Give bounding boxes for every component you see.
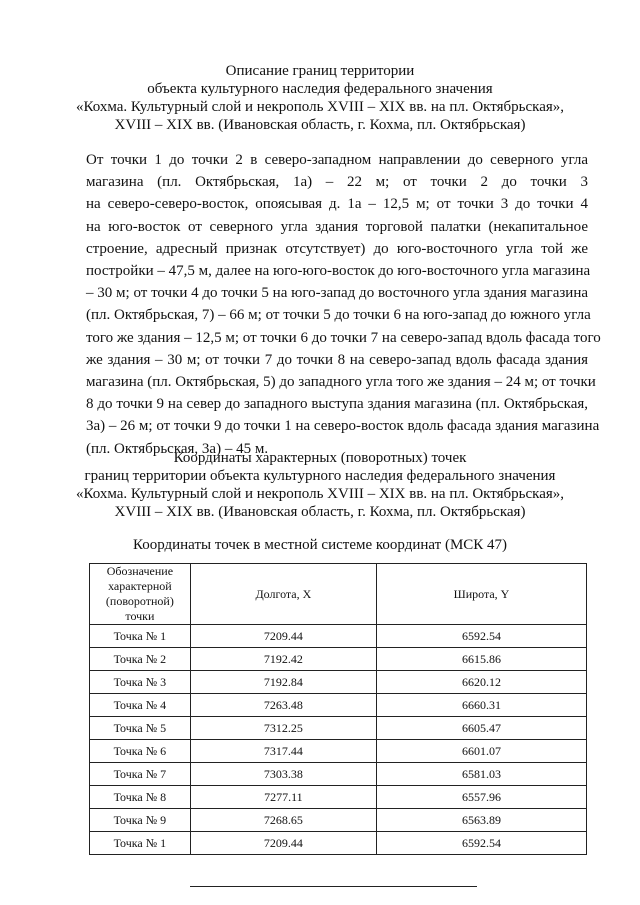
description-line: 8 до точки 9 на север до западного выступа здания магазина (пл. Октябрьская, — [86, 396, 588, 413]
table-row — [90, 648, 587, 671]
description-line: – 30 м; от точки 4 до точки 5 на юго-запад до восточного угла здания магазина — [86, 285, 588, 302]
cell-x: 7268.65 — [190, 809, 376, 832]
header-point-line: характерной — [108, 579, 172, 593]
cell-point: Точка № 4 — [90, 694, 191, 717]
cell-x: 7303.38 — [190, 763, 376, 786]
cell-point: Точка № 8 — [90, 786, 191, 809]
description-line: на северо-северо-восток, опоясывая д. 1а – 12,5 м; от точки 3 до точки 4 — [86, 196, 588, 213]
header-x: Долгота, X — [190, 564, 376, 625]
description-line: 3а) – 26 м; от точки 9 до точки 1 на северо-восток вдоль фасада здания магазина — [86, 418, 600, 435]
cell-x: 7192.42 — [190, 648, 376, 671]
coordinates-heading — [60, 449, 580, 521]
cell-point: Точка № 2 — [90, 648, 191, 671]
cell-point: Точка № 9 — [90, 809, 191, 832]
table-row — [90, 717, 587, 740]
table-row — [90, 809, 587, 832]
heading-line: Координаты характерных (поворотных) точек — [173, 450, 467, 466]
table-row — [90, 694, 587, 717]
document-title — [60, 62, 580, 134]
cell-x: 7317.44 — [190, 740, 376, 763]
heading-line: границ территории объекта культурного наследия федерального значения — [84, 468, 556, 484]
title-line: объекта культурного наследия федерального значения — [147, 81, 493, 97]
cell-y: 6660.31 — [376, 694, 586, 717]
cell-point: Точка № 5 — [90, 717, 191, 740]
table-row — [90, 786, 587, 809]
table-title: Координаты точек в местной системе координат (МСК 47) — [132, 537, 508, 553]
cell-y: 6592.54 — [376, 625, 586, 648]
table-row — [90, 832, 587, 855]
header-point-line: Обозначение — [106, 564, 174, 578]
cell-point: Точка № 7 — [90, 763, 191, 786]
cell-point: Точка № 1 — [90, 832, 191, 855]
cell-y: 6592.54 — [376, 832, 586, 855]
header-point — [90, 564, 191, 625]
cell-x: 7263.48 — [190, 694, 376, 717]
heading-line: XVIII – XIX вв. (Ивановская область, г. Кохма, пл. Октябрьская) — [114, 504, 526, 520]
cell-x: 7209.44 — [190, 832, 376, 855]
table-body — [90, 625, 587, 855]
header-y: Широта, Y — [376, 564, 586, 625]
description-line: на юго-восток от северного угла здания торговой палатки (некапитальное — [86, 218, 588, 235]
boundary-description — [86, 149, 601, 460]
heading-line: «Кохма. Культурный слой и некрополь XVIII – XIX вв. на пл. Октябрьская», — [75, 486, 565, 502]
table-row — [90, 671, 587, 694]
coordinates-table — [89, 563, 587, 855]
cell-y: 6605.47 — [376, 717, 586, 740]
cell-x: 7277.11 — [190, 786, 376, 809]
description-line: того же здания – 12,5 м; от точки 6 до точки 7 на северо-запад вдоль фасада того — [86, 329, 601, 346]
title-line: «Кохма. Культурный слой и некрополь XVIII – XIX вв. на пл. Октябрьская», — [75, 99, 565, 115]
cell-x: 7192.84 — [190, 671, 376, 694]
title-line: Описание границ территории — [225, 63, 415, 79]
cell-point: Точка № 6 — [90, 740, 191, 763]
table-row — [90, 740, 587, 763]
cell-point: Точка № 1 — [90, 625, 191, 648]
description-line: же здания – 30 м; от точки 7 до точки 8 на северо-запад вдоль фасада здания — [86, 351, 588, 368]
header-point-line: (поворотной) точки — [105, 594, 174, 623]
table-row — [90, 763, 587, 786]
cell-x: 7209.44 — [190, 625, 376, 648]
cell-y: 6563.89 — [376, 809, 586, 832]
description-line: постройки – 47,5 м, далее на юго-юго-восток до юго-восточного угла магазина — [86, 263, 591, 280]
cell-y: 6581.03 — [376, 763, 586, 786]
description-line: строение, адресный признак отсутствует) до юго-восточного угла той же — [86, 240, 588, 257]
cell-y: 6620.12 — [376, 671, 586, 694]
table-header-row — [90, 564, 587, 625]
description-line: (пл. Октябрьская, 3а) – 45 м. — [86, 440, 269, 457]
description-line: магазина (пл. Октябрьская, 1а) – 22 м; от точки 2 до точки 3 — [86, 174, 588, 191]
description-line: (пл. Октябрьская, 7) – 66 м; от точки 5 до точки 6 на юго-запад до южного угла — [86, 307, 591, 324]
cell-y: 6557.96 — [376, 786, 586, 809]
title-line: XVIII – XIX вв. (Ивановская область, г. Кохма, пл. Октябрьская) — [114, 117, 526, 133]
table-row — [90, 625, 587, 648]
signature-divider — [190, 886, 477, 887]
description-line: магазина (пл. Октябрьская, 5) до западного угла того же здания – 24 м; от точки — [86, 374, 596, 391]
cell-y: 6601.07 — [376, 740, 586, 763]
description-line: От точки 1 до точки 2 в северо-западном направлении до северного угла — [86, 152, 588, 168]
cell-point: Точка № 3 — [90, 671, 191, 694]
cell-y: 6615.86 — [376, 648, 586, 671]
cell-x: 7312.25 — [190, 717, 376, 740]
